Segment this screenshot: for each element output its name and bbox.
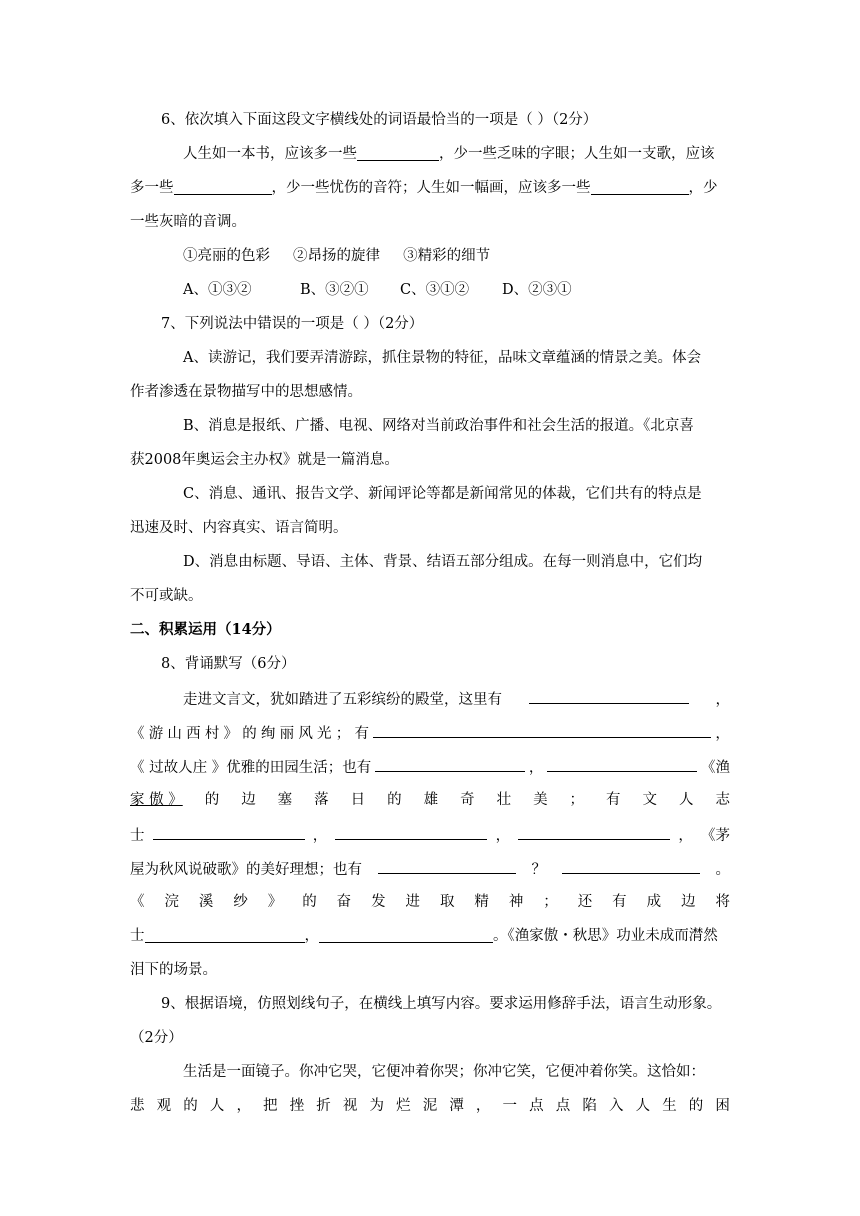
- answer-blank[interactable]: [547, 756, 697, 772]
- q7-option-a-line2: 作者渗透在景物描写中的思想感情。: [130, 384, 362, 400]
- q7-option-c-line1: C、消息、通讯、报告文学、新闻评论等都是新闻常见的体裁，它们共有的特点是: [183, 486, 702, 502]
- q6-passage-line3: 一些灰暗的音调。: [130, 214, 246, 230]
- q9-passage-line2: 悲 观 的 人 ， 把 挫 折 视 为 烂 泥 潭 ， 一 点 点 陷 入 人 生 的 困: [130, 1098, 730, 1114]
- answer-blank[interactable]: [373, 722, 711, 738]
- answer-blank[interactable]: [319, 927, 493, 943]
- answer-blank[interactable]: [335, 824, 487, 840]
- q6-passage-line1: 人生如一本书，应该多一些 ，少一些乏味的字眼；人生如一支歌，应该: [183, 146, 715, 162]
- q6-option-d: D、②③①: [502, 282, 572, 298]
- answer-blank[interactable]: [145, 927, 305, 943]
- q7-option-d-line2: 不可或缺。: [130, 588, 203, 604]
- q8-line1: 走进文言文，犹如踏进了五彩缤纷的殿堂，这里有 ，: [183, 688, 730, 708]
- q7-option-b-line1: B、消息是报纸、广播、电视、网络对当前政治事件和社会生活的报道。《北京喜: [183, 418, 694, 434]
- q9-stem-line2: （2分）: [130, 1030, 183, 1046]
- answer-blank[interactable]: [518, 824, 670, 840]
- q6-items: ①亮丽的色彩 ②昂扬的旋律 ③精彩的细节: [183, 248, 491, 264]
- answer-blank[interactable]: [153, 824, 305, 840]
- answer-blank[interactable]: [562, 858, 700, 874]
- q8-line7: 《 浣 溪 纱 》 的 奋 发 进 取 精 神 ； 还 有 成 边 将: [130, 894, 730, 910]
- q8-stem: 8、背诵默写（6分）: [161, 656, 296, 672]
- q8-line4: 家 傲 》 的 边 塞 落 日 的 雄 奇 壮 美 ； 有 文 人 志: [130, 792, 730, 808]
- q9-passage-line1: 生活是一面镜子。你冲它哭，它便冲着你哭；你冲它笑，它便冲着你笑。这恰如：: [183, 1064, 705, 1080]
- q6-option-a: A、①③②: [183, 282, 252, 298]
- answer-blank[interactable]: [174, 179, 272, 195]
- q7-option-c-line2: 迅速及时、内容真实、语言简明。: [130, 520, 348, 536]
- q8-line8: 士 ， 。《渔家傲・秋思》功业未成而潸然: [130, 928, 718, 944]
- q7-option-a-line1: A、读游记，我们要弄清游踪，抓住景物的特征，品味文章蕴涵的情景之美。体会: [183, 350, 701, 366]
- answer-blank[interactable]: [529, 688, 689, 704]
- q6-passage-line2: 多一些 ，少一些忧伤的音符；人生如一幅画，应该多一些 ，少: [130, 180, 718, 196]
- q8-line5: 士 ， ， ， 《茅: [130, 824, 730, 844]
- q6-option-b: B、③②①: [300, 282, 369, 298]
- answer-blank[interactable]: [375, 756, 525, 772]
- q6-stem: 6、依次填入下面这段文字横线处的词语最恰当的一项是（ ）（2分）: [161, 112, 598, 128]
- answer-blank[interactable]: [378, 858, 516, 874]
- q8-line9: 泪下的场景。: [130, 962, 217, 978]
- q8-line3: 《 过故人庄 》优雅的田园生活；也有 ， 《渔: [130, 756, 730, 776]
- q6-option-c: C、③①②: [400, 282, 470, 298]
- q7-option-d-line1: D、消息由标题、导语、主体、背景、结语五部分组成。在每一则消息中，它们均: [183, 554, 703, 570]
- answer-blank[interactable]: [357, 145, 439, 161]
- q8-line6: 屋为秋风说破歌》的美好理想；也有 ？ 。: [130, 858, 730, 878]
- q7-stem: 7、下列说法中错误的一项是（ ）（2分）: [161, 316, 424, 332]
- answer-blank[interactable]: [591, 179, 689, 195]
- q7-option-b-line2: 获2008年奥运会主办权》就是一篇消息。: [130, 452, 399, 468]
- section-title: 二、积累运用（14分）: [130, 621, 281, 638]
- q9-stem-line1: 9、根据语境，仿照划线句子，在横线上填写内容。要求运用修辞手法，语言生动形象。: [161, 996, 722, 1012]
- q8-line2: 《 游 山 西 村 》 的 绚 丽 风 光 ； 有 ，: [130, 722, 730, 742]
